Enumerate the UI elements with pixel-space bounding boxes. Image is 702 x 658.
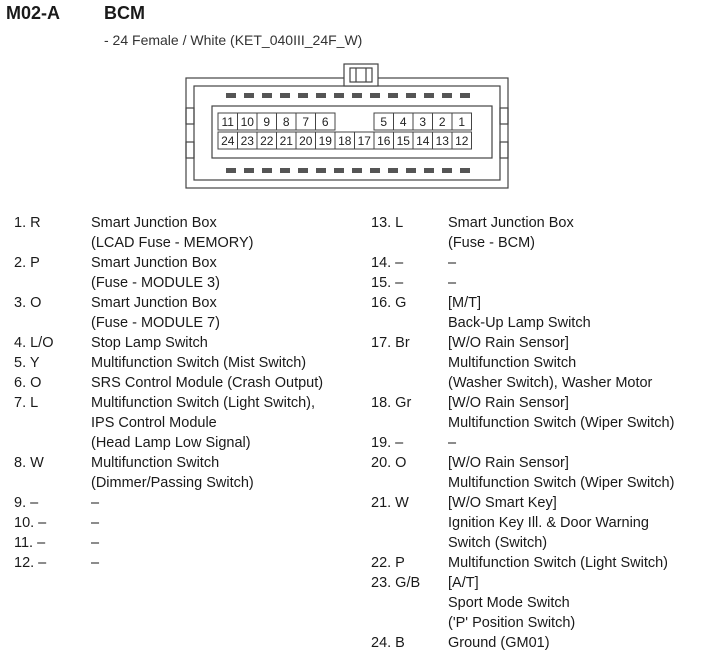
connector-description: - 24 Female / White (KET_040III_24F_W) (104, 32, 363, 48)
pin-cavity-label: 6 (321, 115, 329, 129)
pin-entry (371, 273, 674, 293)
pin-description-line: – (448, 275, 457, 291)
pin-number: 24. B (371, 635, 405, 651)
pin-number: 17. Br (371, 335, 410, 351)
pin-cavity-label: 13 (435, 134, 449, 148)
locking-tooth (244, 168, 254, 173)
pin-description-line: – (91, 495, 100, 511)
pin-description-line: (Fuse - MODULE 7) (91, 315, 220, 331)
pin-cavity-label: 1 (458, 115, 466, 129)
pin-cavity-label: 21 (279, 134, 293, 148)
pin-cavity-label: 12 (455, 134, 469, 148)
pin-list-right (371, 213, 674, 653)
pin-description (91, 253, 323, 293)
pin-entry (371, 433, 674, 453)
pin-description-line: Multifunction Switch (448, 355, 577, 371)
pin-description-line: IPS Control Module (91, 415, 217, 431)
pin-description-line: Smart Junction Box (91, 295, 217, 311)
pin-cavity-label: 24 (221, 134, 235, 148)
locking-tooth (406, 168, 416, 173)
pin-description-line: Multifunction Switch (Light Switch), (91, 395, 316, 411)
pin-entry (371, 213, 674, 253)
locking-tooth (280, 93, 290, 98)
pin-description-line: Ignition Key Ill. & Door Warning (448, 515, 649, 531)
pin-description (91, 553, 323, 573)
pin-number: 11. – (14, 535, 46, 551)
pin-description-line: [W/O Rain Sensor] (448, 335, 569, 351)
pin-cavity-label: 17 (357, 134, 371, 148)
locking-tooth (442, 93, 452, 98)
pin-description-line: – (448, 435, 457, 451)
pin-entry (371, 393, 674, 433)
locking-tooth (352, 93, 362, 98)
pin-description-line: (LCAD Fuse - MEMORY) (91, 235, 254, 251)
locking-tooth (424, 168, 434, 173)
pin-description-line: Multifunction Switch (Mist Switch) (91, 355, 307, 371)
pin-number: 3. O (14, 295, 42, 311)
pin-description-line: [A/T] (448, 575, 479, 591)
pin-description-line: (Fuse - MODULE 3) (91, 275, 220, 291)
pin-entry (371, 633, 674, 653)
pin-entry (14, 453, 323, 493)
pin-description-line: [W/O Rain Sensor] (448, 395, 569, 411)
pin-description-line: Ground (GM01) (448, 635, 550, 651)
pin-description-line: – (91, 555, 100, 571)
pin-description-line: Smart Junction Box (91, 215, 217, 231)
pin-description-line: SRS Control Module (Crash Output) (91, 375, 324, 391)
pin-cavity-label: 14 (416, 134, 430, 148)
pin-entry (14, 493, 323, 513)
locking-tooth (352, 168, 362, 173)
locking-tooth (442, 168, 452, 173)
pin-cavity-label: 9 (263, 115, 271, 129)
pin-cavity-label: 16 (377, 134, 391, 148)
locking-tooth (226, 93, 236, 98)
pin-description-line: (Dimmer/Passing Switch) (91, 475, 254, 491)
pin-number: 22. P (371, 555, 405, 571)
pin-entry (14, 353, 323, 373)
locking-tooth (370, 168, 380, 173)
pin-entry (371, 493, 674, 553)
pin-cavity-label: 8 (282, 115, 290, 129)
pin-description-line: Switch (Switch) (448, 535, 548, 551)
pin-description-line: – (91, 515, 100, 531)
pin-number: 14. – (371, 255, 404, 271)
locking-tooth (388, 168, 398, 173)
pin-cavity-label: 18 (338, 134, 352, 148)
pin-description (91, 333, 323, 353)
pin-number: 12. – (14, 555, 47, 571)
pin-entry (14, 553, 323, 573)
pin-list-left (14, 213, 323, 573)
pin-cavity-label: 2 (438, 115, 446, 129)
locking-tooth (262, 93, 272, 98)
pin-number: 15. – (371, 275, 404, 291)
locking-tooth (262, 168, 272, 173)
pin-number: 5. Y (14, 355, 40, 371)
locking-tooth (334, 93, 344, 98)
pin-description-line: (Head Lamp Low Signal) (91, 435, 251, 451)
pin-number: 6. O (14, 375, 42, 391)
pin-number: 20. O (371, 455, 407, 471)
pin-cavity-label: 4 (399, 115, 407, 129)
pin-description-line: Sport Mode Switch (448, 595, 570, 611)
pin-description (91, 393, 323, 453)
locking-tooth (244, 93, 254, 98)
pin-description (448, 453, 674, 493)
pin-description (448, 213, 674, 253)
pin-description (91, 453, 323, 493)
pin-cavity-label: 3 (419, 115, 427, 129)
pin-number: 4. L/O (14, 335, 54, 351)
pin-entry (14, 253, 323, 293)
pin-number: 13. L (371, 215, 404, 231)
pin-cavity-label: 10 (240, 115, 254, 129)
pin-description-line: (Fuse - BCM) (448, 235, 535, 251)
pin-description (448, 433, 674, 453)
pin-number: 7. L (14, 395, 39, 411)
pin-description (91, 373, 323, 393)
pin-description-line: – (91, 535, 100, 551)
pin-description (448, 333, 674, 393)
pin-description (448, 253, 674, 273)
connector-diagram (180, 60, 516, 192)
pin-entry (14, 533, 323, 553)
pin-description (448, 393, 674, 433)
component-name: BCM (104, 3, 145, 23)
pin-cavity-label: 15 (396, 134, 410, 148)
pin-cavity-label: 20 (299, 134, 313, 148)
pin-cavity-label: 7 (302, 115, 310, 129)
locking-tooth (388, 93, 398, 98)
pin-description (91, 293, 323, 333)
pin-number: 23. G/B (371, 575, 421, 591)
pin-description-line: Multifunction Switch (Wiper Switch) (448, 415, 675, 431)
locking-tooth (298, 93, 308, 98)
pin-description-line: [W/O Smart Key] (448, 495, 557, 511)
pin-description-line: Multifunction Switch (Wiper Switch) (448, 475, 675, 491)
pin-entry (14, 513, 323, 533)
locking-tooth (298, 168, 308, 173)
pin-entry (371, 293, 674, 333)
pin-description (91, 493, 323, 513)
locking-tooth (406, 93, 416, 98)
pin-description-line: Multifunction Switch (Light Switch) (448, 555, 668, 571)
pin-description-line: [M/T] (448, 295, 482, 311)
pin-cavity-label: 23 (240, 134, 254, 148)
pin-description (91, 353, 323, 373)
pin-number: 10. – (14, 515, 47, 531)
locking-tooth (370, 93, 380, 98)
pin-description-line: – (448, 255, 457, 271)
pin-number: 9. – (14, 495, 39, 511)
pin-description (91, 533, 323, 553)
pin-entry (14, 213, 323, 253)
pin-entry (371, 253, 674, 273)
pin-description-line: Multifunction Switch (91, 455, 220, 471)
pin-number: 16. G (371, 295, 407, 311)
connector-code: M02-A (6, 3, 61, 23)
pin-description (448, 273, 674, 293)
pin-description-line: ('P' Position Switch) (448, 615, 576, 631)
pin-description (448, 493, 674, 553)
pin-description (448, 553, 674, 573)
pin-entry (14, 333, 323, 353)
locking-tooth (280, 168, 290, 173)
pin-cavity-label: 19 (318, 134, 332, 148)
pin-description (448, 633, 674, 653)
pin-description-line: Back-Up Lamp Switch (448, 315, 591, 331)
connector-housing-inner (194, 86, 500, 180)
pin-number: 1. R (14, 215, 41, 231)
pin-number: 19. – (371, 435, 404, 451)
pin-cavity-label: 22 (260, 134, 274, 148)
pin-number: 2. P (14, 255, 40, 271)
pin-cavity-label: 5 (380, 115, 388, 129)
pin-entry (14, 293, 323, 333)
pin-entry (371, 573, 674, 633)
locking-tooth (460, 93, 470, 98)
locking-tooth (334, 168, 344, 173)
top-locking-teeth (226, 93, 470, 98)
pin-description (448, 573, 674, 633)
pin-description-line: (Washer Switch), Washer Motor (448, 375, 653, 391)
locking-tooth (226, 168, 236, 173)
pin-description-line: Smart Junction Box (448, 215, 574, 231)
locking-tooth (460, 168, 470, 173)
pin-entry (371, 553, 674, 573)
pin-entry (14, 373, 323, 393)
pin-description (91, 513, 323, 533)
pin-description-line: Smart Junction Box (91, 255, 217, 271)
pin-description (91, 213, 323, 253)
pin-entry (371, 333, 674, 393)
pin-number: 8. W (14, 455, 44, 471)
locking-tooth (424, 93, 434, 98)
pin-description-line: Stop Lamp Switch (91, 335, 208, 351)
pin-number: 21. W (371, 495, 409, 511)
bottom-locking-teeth (226, 168, 470, 173)
locking-tooth (316, 93, 326, 98)
pin-entry (14, 393, 323, 453)
pin-description (448, 293, 674, 333)
pin-description-line: [W/O Rain Sensor] (448, 455, 569, 471)
pin-cavity-label: 11 (221, 115, 234, 129)
connector-latch (344, 64, 378, 86)
pin-number: 18. Gr (371, 395, 412, 411)
locking-tooth (316, 168, 326, 173)
pin-entry (371, 453, 674, 493)
